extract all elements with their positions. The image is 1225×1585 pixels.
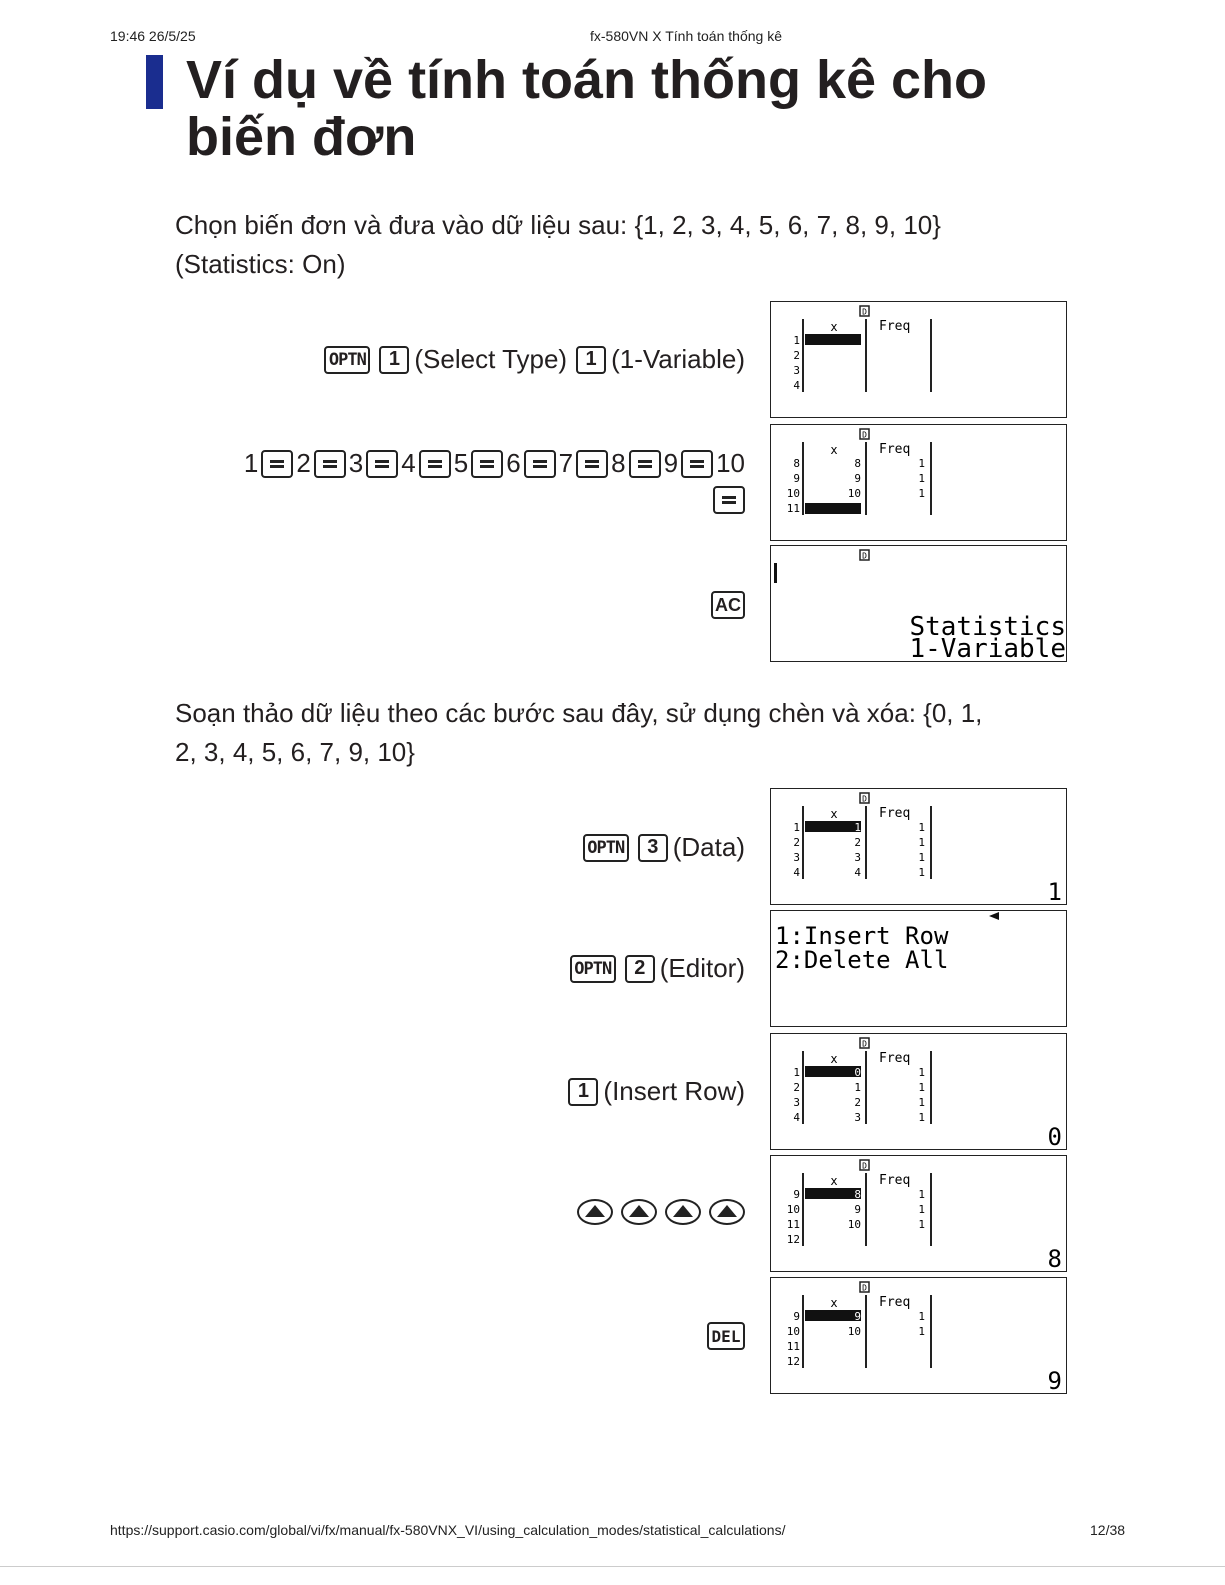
d-indicator: [860, 1160, 869, 1171]
menu-item-insert-row: 1:Insert Row: [775, 922, 949, 950]
lcd-screen-6: [770, 1033, 1067, 1150]
page-title-line2: biến đơn: [186, 107, 417, 167]
row-number: 9: [793, 1310, 800, 1323]
up-arrow-icon: [621, 1199, 657, 1225]
editor-menu: [771, 911, 1067, 1027]
equals-key: [261, 450, 293, 478]
entry-value: 5: [453, 448, 469, 478]
equals-key: [314, 450, 346, 478]
equals-key: [471, 450, 503, 478]
freq-value: 1: [918, 866, 925, 879]
x-value: 10: [847, 1218, 861, 1231]
x-value: 4: [854, 866, 861, 879]
freq-value: 1: [918, 1218, 925, 1231]
lcd-screen-2: [770, 424, 1067, 541]
mode-line2: 1-Variable: [909, 634, 1066, 663]
one-variable-label: (1-Variable): [611, 344, 745, 374]
cursor-cell: [805, 1066, 861, 1077]
print-doc-title: fx-580VN X Tính toán thống kê: [590, 28, 782, 44]
title-accent-bar: [146, 55, 163, 109]
freq-value: 1: [918, 1066, 925, 1079]
row-number: 1: [793, 334, 800, 347]
lcd-screen-8: [770, 1277, 1067, 1394]
page-edge: [0, 1566, 1225, 1567]
mode-line1: Statistics: [909, 612, 1066, 642]
row-number: 11: [786, 502, 800, 515]
lcd-screen-3: [770, 545, 1067, 662]
row-number: 8: [793, 457, 800, 470]
cell-value: 1: [1047, 878, 1062, 906]
row-number: 12: [786, 1355, 800, 1368]
data-label: (Data): [672, 832, 745, 862]
x-value: 8: [854, 457, 861, 470]
edit-intro-line2: 2, 3, 4, 5, 6, 7, 9, 10}: [175, 737, 415, 767]
svg-text:D: D: [862, 794, 867, 804]
row-number: 10: [786, 487, 800, 500]
lcd-screen-7: [770, 1155, 1067, 1272]
freq-value: 1: [918, 1111, 925, 1124]
del-key: DEL: [707, 1322, 745, 1350]
freq-value: 1: [918, 1081, 925, 1094]
column-x-header: x: [830, 807, 838, 821]
row-number: 1: [793, 1066, 800, 1079]
stat-mode-screen: [771, 546, 1067, 662]
column-x-header: x: [830, 443, 838, 457]
x-value: 3: [854, 851, 861, 864]
x-value: 10: [847, 487, 861, 500]
insert-row-label: (Insert Row): [603, 1076, 745, 1106]
entry-value: 8: [611, 448, 626, 478]
svg-text:D: D: [862, 307, 867, 317]
key-1: 1: [576, 346, 606, 374]
equals-key: [681, 450, 713, 478]
x-value: 9: [854, 1310, 861, 1323]
lcd-screen-5: [770, 910, 1067, 1027]
step-enter-data-final: [713, 486, 745, 514]
step-select-type: [324, 344, 745, 375]
row-number: 3: [793, 1096, 800, 1109]
cell-value: 0: [1047, 1123, 1062, 1151]
x-value: 8: [854, 1188, 861, 1201]
svg-text:D: D: [862, 551, 867, 561]
intro-line1: Chọn biến đơn và đưa vào dữ liệu sau: {1, 2, 3, 4, 5, 6, 7, 8, 9, 10}: [175, 210, 941, 240]
svg-text:D: D: [862, 1161, 867, 1171]
freq-value: 1: [918, 1203, 925, 1216]
optn-key: OPTN: [583, 834, 629, 862]
step-cursor-up: [572, 1199, 745, 1225]
row-number: 2: [793, 836, 800, 849]
column-x-header: x: [830, 320, 838, 334]
column-x-header: x: [830, 1052, 838, 1066]
stat-editor-deleted: [771, 1278, 1067, 1394]
column-x-header: x: [830, 1296, 838, 1310]
d-indicator: [860, 306, 869, 317]
row-number: 1: [793, 821, 800, 834]
cursor-cell: [805, 503, 861, 514]
equals-key: [419, 450, 451, 478]
equals-key: [713, 486, 745, 514]
freq-value: 1: [918, 1096, 925, 1109]
x-value: 1: [854, 821, 861, 834]
key-1: 1: [568, 1078, 598, 1106]
freq-value: 1: [918, 836, 925, 849]
row-number: 10: [786, 1325, 800, 1338]
column-x-header: x: [830, 1174, 838, 1188]
row-number: 4: [793, 866, 800, 879]
freq-value: 1: [918, 472, 925, 485]
x-value: 1: [854, 1081, 861, 1094]
up-arrow-icon: [577, 1199, 613, 1225]
entry-value: 2: [296, 448, 311, 478]
freq-value: 1: [918, 1310, 925, 1323]
row-number: 3: [793, 851, 800, 864]
freq-value: 1: [918, 851, 925, 864]
column-freq-header: Freq: [879, 806, 911, 821]
step-ac: [711, 591, 745, 619]
row-number: 11: [786, 1340, 800, 1353]
step-editor: [570, 953, 745, 984]
freq-value: 1: [918, 487, 925, 500]
edit-intro-paragraph: [175, 694, 1075, 772]
stat-editor-inserted: [771, 1034, 1067, 1150]
entry-value: 4: [401, 448, 416, 478]
svg-text:D: D: [862, 1039, 867, 1049]
column-freq-header: Freq: [879, 1295, 911, 1310]
intro-paragraph: [175, 206, 1075, 284]
step-delete: [707, 1322, 745, 1350]
freq-value: 1: [918, 1188, 925, 1201]
row-number: 10: [786, 1203, 800, 1216]
scroll-left-icon: [989, 912, 999, 920]
source-url: https://support.casio.com/global/vi/fx/manual/fx-580VNX_VI/using_calculation_modes/statistical_calculations/: [110, 1522, 786, 1538]
x-value: 2: [854, 1096, 861, 1109]
key-3: 3: [638, 834, 668, 862]
row-number: 3: [793, 364, 800, 377]
editor-label: (Editor): [659, 953, 745, 983]
stat-editor-empty: [771, 302, 1067, 418]
key-2: 2: [625, 955, 655, 983]
entry-value: 3: [348, 448, 364, 478]
intro-line2: (Statistics: On): [175, 249, 346, 279]
entry-value: 1: [243, 448, 259, 478]
row-number: 9: [793, 1188, 800, 1201]
row-number: 9: [793, 472, 800, 485]
freq-value: 1: [918, 821, 925, 834]
d-indicator: [860, 1282, 869, 1293]
row-number: 2: [793, 1081, 800, 1094]
stat-editor-scrolled: [771, 1156, 1067, 1272]
column-freq-header: Freq: [879, 1173, 911, 1188]
row-number: 12: [786, 1233, 800, 1246]
page-title-line1: Ví dụ về tính toán thống kê cho: [186, 50, 988, 110]
svg-text:D: D: [862, 430, 867, 440]
entry-value: 10: [716, 448, 745, 478]
x-value: 9: [854, 1203, 861, 1216]
equals-key: [629, 450, 661, 478]
row-number: 2: [793, 349, 800, 362]
menu-item-delete-all: 2:Delete All: [775, 946, 949, 974]
input-cursor: [774, 563, 777, 583]
page-title: [186, 52, 1086, 166]
cursor-cell: [805, 1310, 861, 1321]
x-value: 3: [854, 1111, 861, 1124]
column-freq-header: Freq: [879, 319, 911, 334]
stat-editor-data: [771, 789, 1067, 905]
cursor-cell: [805, 1188, 861, 1199]
svg-text:D: D: [862, 1283, 867, 1293]
x-value: 10: [847, 1325, 861, 1338]
d-indicator: [860, 429, 869, 440]
x-value: 0: [854, 1066, 861, 1079]
stat-editor-filled: [771, 425, 1067, 541]
optn-key: OPTN: [570, 955, 616, 983]
freq-value: 1: [918, 1325, 925, 1338]
row-number: 4: [793, 1111, 800, 1124]
d-indicator: [860, 793, 869, 804]
equals-key: [366, 450, 398, 478]
column-freq-header: Freq: [879, 1051, 911, 1066]
up-arrow-icon: [665, 1199, 701, 1225]
row-number: 11: [786, 1218, 800, 1231]
select-type-label: (Select Type): [414, 344, 568, 374]
cursor-cell: [805, 334, 861, 345]
key-1: 1: [379, 346, 409, 374]
page-number: 12/38: [1090, 1522, 1126, 1538]
equals-key: [576, 450, 608, 478]
step-data: [583, 832, 745, 863]
step-insert-row: [568, 1076, 745, 1107]
d-indicator: [860, 1038, 869, 1049]
x-value: 2: [854, 836, 861, 849]
optn-key: OPTN: [324, 346, 370, 374]
entry-value: 7: [558, 448, 574, 478]
column-freq-header: Freq: [879, 442, 911, 457]
step-enter-data: [244, 448, 745, 479]
print-timestamp: 19:46 26/5/25: [110, 28, 196, 44]
edit-intro-line1: Soạn thảo dữ liệu theo các bước sau đây, sử dụng chèn và xóa: {0, 1,: [175, 698, 983, 728]
lcd-screen-1: [770, 301, 1067, 418]
equals-key: [524, 450, 556, 478]
entry-value: 9: [663, 448, 679, 478]
d-indicator: [860, 550, 869, 561]
freq-value: 1: [918, 457, 925, 470]
cell-value: 9: [1047, 1367, 1062, 1395]
cell-value: 8: [1047, 1245, 1062, 1273]
cursor-cell: [805, 821, 861, 832]
lcd-screen-4: [770, 788, 1067, 905]
x-value: 9: [854, 472, 861, 485]
entry-value: 6: [506, 448, 521, 478]
ac-key: AC: [711, 591, 745, 619]
row-number: 4: [793, 379, 800, 392]
up-arrow-icon: [709, 1199, 745, 1225]
